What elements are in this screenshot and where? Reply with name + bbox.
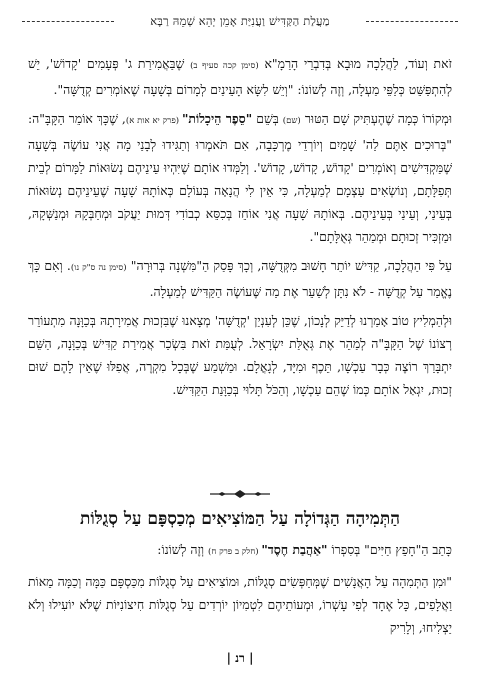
source-reference: (חלק ב פרק ח) (208, 547, 262, 557)
paragraph-text: וּמְקוֹרוֹ כְּמָה שֶׁהֶעְתִּיק שָׁם הַטּוּר (300, 111, 452, 126)
source-reference: (סימן נה ס"ק נו) (70, 263, 127, 273)
page-number: | רנ | (226, 650, 254, 665)
source-reference: (שם) (282, 116, 301, 126)
paragraph-4 (28, 309, 452, 401)
section-intro (28, 538, 452, 564)
section-heading: הַתְּמִיהָה הַגְּדוֹלָה עַל הַמּוֹצִיאִים מְכַסְפָּם עַל סְגֻלּוֹת (80, 509, 400, 529)
source-reference: (סימן קכה סעיף ב) (190, 61, 259, 71)
source-reference: (פרק יא אות א) (125, 116, 182, 126)
paragraph-2 (28, 107, 452, 248)
running-header-title: מַעֲלַת הַקַּדִּישׁ וַעֲנִיַּת אָמֵן יְהֵא שְׁמֵהּ רַבָּא (150, 14, 330, 28)
paragraph-text: זֹאת וְעוֹד, לַהֲלָכָה מוּבָא בְּדִבְרֵי הָרַמָ"א (258, 56, 452, 71)
paragraph-text: עַל פִּי הַהֲלָכָה, קַדִּישׁ יוֹתֵר חָשׁוּב מִקְּדֻשָּׁה, וְכָךְ פָּסַק הַ"מִּשְׁנָה בְּרוּרָה" (126, 258, 453, 273)
section-text (28, 538, 452, 645)
book-title: "סֵפֶר הֵיכָלוֹת" (181, 111, 253, 126)
section-quote: "וּמִן הַתְּמִהָה עַל הָאֲנָשִׁים שֶׁמְּחַפְּשִׂים סְגֻלּוֹת, וּמוֹצִיאִים עַל סְגֻלּוֹת מִכַּסְפָּם כַּמָּה וְכַמָּה מֵאוֹת וַאֲלָפִים, כָּל אֶחָד לְפִי עָשְׁרוֹ, וּמְעוֹתֵיהֶם לִטְמִיוֹן יוֹרְדִים עַל סְגֻלּוֹת חִיצוֹנִיּוֹת שֶׁלֹּא יוֹעִילוּ וְלֹא יַצְלִיחוּ, וְלָרִיק (28, 574, 452, 635)
paragraph-text: שֶׁבַּאֲמִירַת ג' פְּעָמִים 'קָדוֹשׁ', יֵשׁ לְהִתְפַּשֵּׁט כְּלַפֵּי מַעְלָה, וְזֶה לְשׁוֹנוֹ: "וְיֵשׁ לִשָּׂא הָעֵינַיִם לְמָרוֹם בְּשָׁעָה שֶׁאוֹמְרִים קְדֻשָּׁה". (28, 56, 452, 97)
book-title: "אַהֲבַת חֶסֶד" (261, 542, 328, 557)
paragraph-text: בְּשֵׁם (252, 111, 283, 126)
paragraph-text: . וְאִם כָּךְ נֶאֱמַר עַל קְדֻשָּׁה - לֹא נִתָּן לְשַׁעֵר אֶת מַה שֶּׁעוֹשֶׂה הַקַּדִּישׁ לְמַעְלָה. (28, 258, 452, 299)
header-rule-left (22, 21, 114, 22)
running-header (0, 8, 480, 34)
paragraph-text: , שֶׁכָּךְ אוֹמֵר הַקָּבָּ"ה: "בְּרוּכִים אַתֶּם לַה' שָׁמַיִם וְיוֹרְדֵי מֶרְכָּבָה, אִם תֹּאמְרוּ וְתַגִּידוּ לְבָנַי מָה אֲנִי עוֹשֶׂה בְּשָׁעָה שֶׁמַּקְדִּישִׁים וְאוֹמְרִים 'קָדוֹשׁ, קָדוֹשׁ, קָדוֹשׁ'. וְלַמְּדוּ אוֹתָם שֶׁיִּהְיוּ עֵינֵיהֶם נְשׂוּאוֹת לַמָּרוֹם לְבֵית תְּפִלָּתָם, וְנוֹשְׂאִים עַצְמָם לְמַעְלָה, כִּי אֵין לִי הֲנָאָה בְּעוֹלָם כְּאוֹתָהּ שָׁעָה שֶׁעֵינֵיהֶם נְשׂוּאוֹת בְּעֵינַי, וְעֵינַי בְּעֵינֵיהֶם. בְּאוֹתָהּ שָׁעָה אֲנִי אוֹחֵז בְּכִסֵּא כְבוֹדִי דְּמוּת יַעֲקֹב וּמְחַבְּקָהּ וּמְנַשְּׁקָהּ, וּמַזְכִּיר זְכוּתָם וּמְמַהֵר גְּאֻלָּתָם". (28, 111, 452, 244)
paragraph-3 (28, 254, 452, 303)
paragraph-text: כָּתַב הַ"חָפֵץ חַיִּים" בְּסִפְרוֹ (327, 542, 452, 557)
paragraph-text: וְזֶה לְשׁוֹנוֹ: (157, 542, 209, 557)
section-divider-ornament (0, 488, 480, 500)
paragraph-1 (28, 52, 452, 101)
header-rule-right (366, 21, 458, 22)
main-text (28, 52, 452, 407)
paragraph-text: וּלְהַמְלִיץ טוֹב אָמַרְנוּ לְדַיֵּק לְנָכוֹן, שֶׁכֵּן לְעִנְיַן 'קְדֻשָּׁה' מְצָאנוּ שֶׁבִּזְכוּת אֲמִירָתָהּ בְּכַוָּנָה מִתְעוֹרֵר רְצוֹנוֹ שֶׁל הַקָּבָּ"ה לְמַהֵר אֶת גְּאֻלַּת יִשְׂרָאֵל. לְעֻמַּת זֹאת בִּשְׂכַר אֲמִירַת קַדִּישׁ בְּכַוָּנָה, הַשֵּׁם יִתְבָּרַךְ רוֹצֶה כְּבָר עַכְשָׁו, תֵּכֶף וּמִיָּד, לְגָאֳלָם. וּמַשְׁמַע שֶׁבְּכָל מִקְרֶה, אֲפִלּוּ שֶׁאֵין לָהֶם שׁוּם זְכוּת, יִגְאַל אוֹתָם כְּמוֹ שֶׁהֵם עַכְשָׁו, וְהַכֹּל תָּלוּי בְּכַוָּנַת הַקַּדִּישׁ. (28, 313, 452, 397)
